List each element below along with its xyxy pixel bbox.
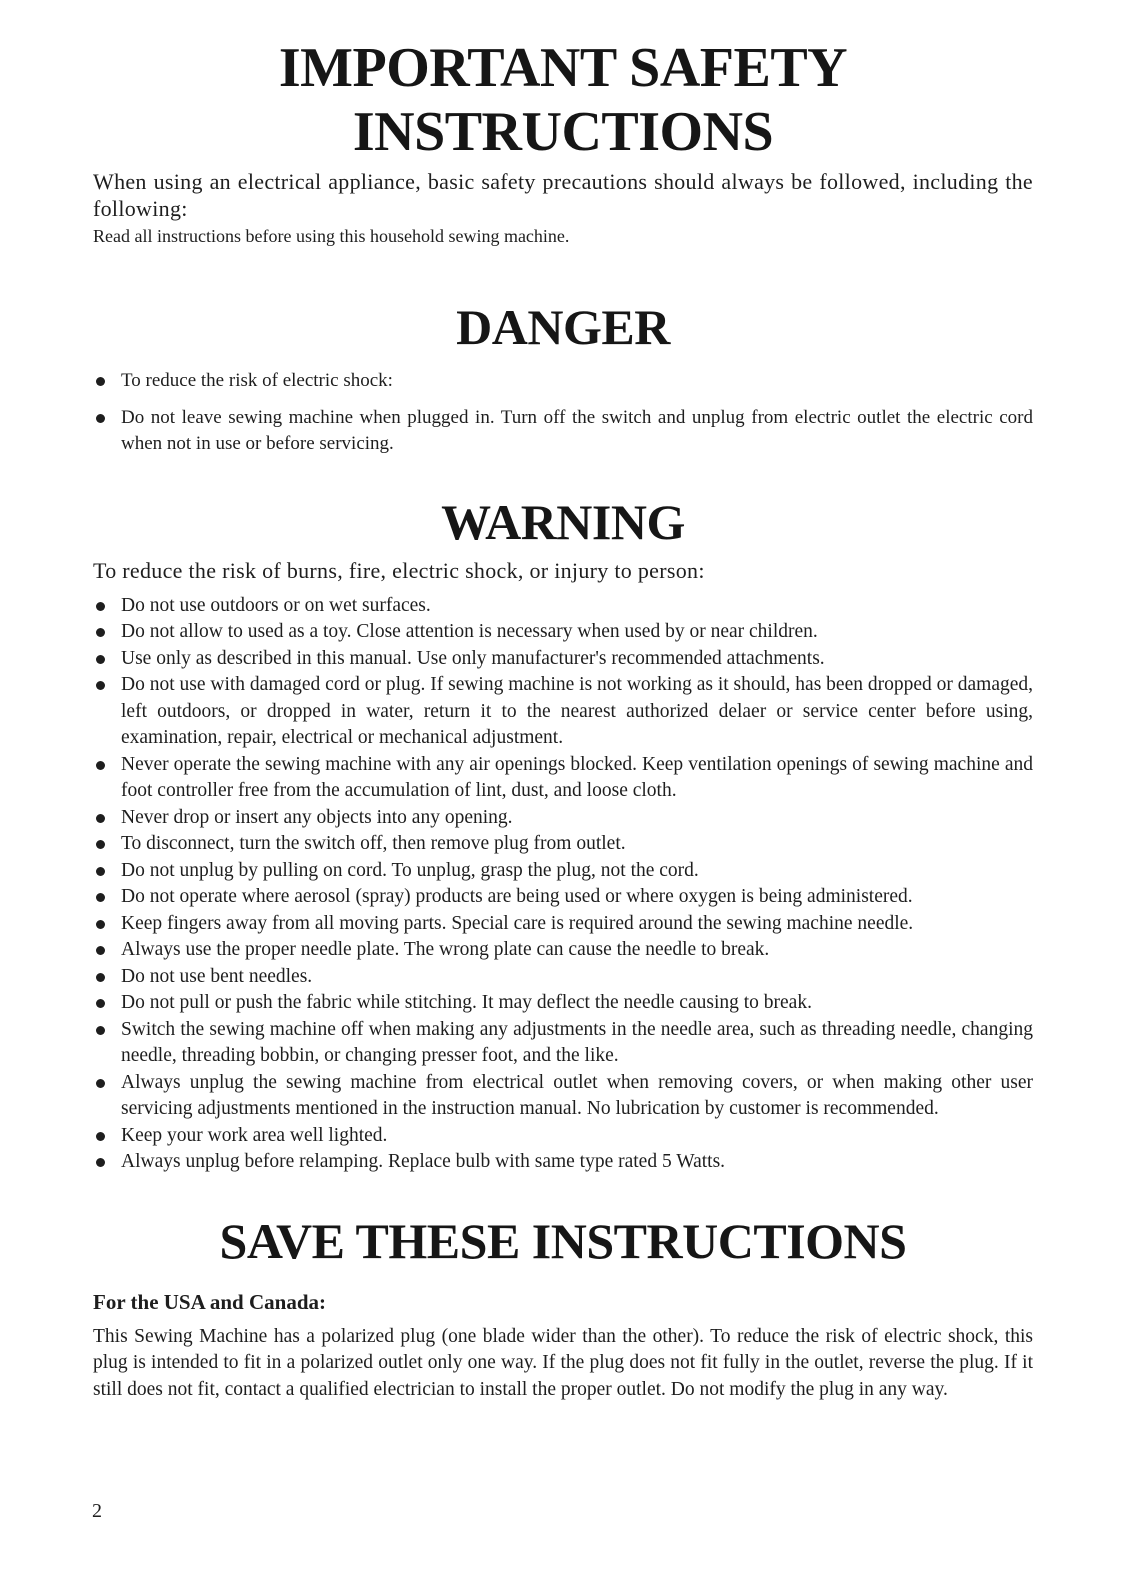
intro-paragraph: When using an electrical appliance, basic safety precautions should always be followed, including the following:: [93, 169, 1033, 221]
list-item: To reduce the risk of electric shock:: [93, 368, 1033, 395]
save-instructions-heading: SAVE THESE INSTRUCTIONS: [219, 1212, 907, 1269]
warning-lead: To reduce the risk of burns, fire, electric shock, or injury to person:: [93, 557, 705, 583]
page-title: IMPORTANT SAFETY INSTRUCTIONS: [278, 37, 848, 163]
danger-list: [93, 368, 1033, 458]
list-item: Always unplug before relamping. Replace bulb with same type rated 5 Watts.: [93, 1149, 1033, 1176]
document-page: [93, 36, 1033, 1403]
list-item: Use only as described in this manual. Use only manufacturer's recommended attachments.: [93, 646, 1033, 673]
list-item: Do not unplug by pulling on cord. To unplug, grasp the plug, not the cord.: [93, 858, 1033, 885]
polarized-plug-paragraph: This Sewing Machine has a polarized plug (one blade wider than the other). To reduce the risk of electric shock, this plug is intended to fit in a polarized outlet only one way. If the plug does not fit fully in the outlet, reverse the plug. If it still does not fit, contact a qualified electrician to install the proper outlet. Do not modify the plug in any way.: [93, 1325, 1033, 1400]
list-item: To disconnect, turn the switch off, then remove plug from outlet.: [93, 831, 1033, 858]
danger-heading: DANGER: [456, 299, 670, 355]
warning-heading: WARNING: [441, 493, 685, 550]
usa-canada-subheading: For the USA and Canada:: [93, 1289, 326, 1314]
page-number: 2: [92, 1500, 102, 1522]
list-item: Switch the sewing machine off when making any adjustments in the needle area, such as threading needle, changing needle, threading bobbin, or changing presser foot, and the like.: [93, 1017, 1033, 1070]
list-item: Do not leave sewing machine when plugged in. Turn off the switch and unplug from electric outlet the electric cord when not in use or before servicing.: [93, 405, 1033, 458]
list-item: Do not use bent needles.: [93, 964, 1033, 991]
list-item: Never operate the sewing machine with any air openings blocked. Keep ventilation openings of sewing machine and foot controller free from the accumulation of lint, dust, and loose cloth.: [93, 752, 1033, 805]
list-item: Do not operate where aerosol (spray) products are being used or where oxygen is being administered.: [93, 884, 1033, 911]
warning-list: [93, 593, 1033, 1176]
list-item: Do not use with damaged cord or plug. If sewing machine is not working as it should, has been dropped or damaged, left outdoors, or dropped in water, return it to the nearest authorized delaer or service center before using, examination, repair, electrical or mechanical adjustment.: [93, 672, 1033, 752]
list-item: Always use the proper needle plate. The wrong plate can cause the needle to break.: [93, 937, 1033, 964]
list-item: Never drop or insert any objects into any opening.: [93, 805, 1033, 832]
intro-note: Read all instructions before using this household sewing machine.: [93, 226, 570, 246]
list-item: Keep fingers away from all moving parts. Special care is required around the sewing machine needle.: [93, 911, 1033, 938]
list-item: Do not use outdoors or on wet surfaces.: [93, 593, 1033, 620]
list-item: Keep your work area well lighted.: [93, 1123, 1033, 1150]
list-item: Do not allow to used as a toy. Close attention is necessary when used by or near children.: [93, 619, 1033, 646]
list-item: Always unplug the sewing machine from electrical outlet when removing covers, or when making other user servicing adjustments mentioned in the instruction manual. No lubrication by customer is recommended.: [93, 1070, 1033, 1123]
list-item: Do not pull or push the fabric while stitching. It may deflect the needle causing to break.: [93, 990, 1033, 1017]
